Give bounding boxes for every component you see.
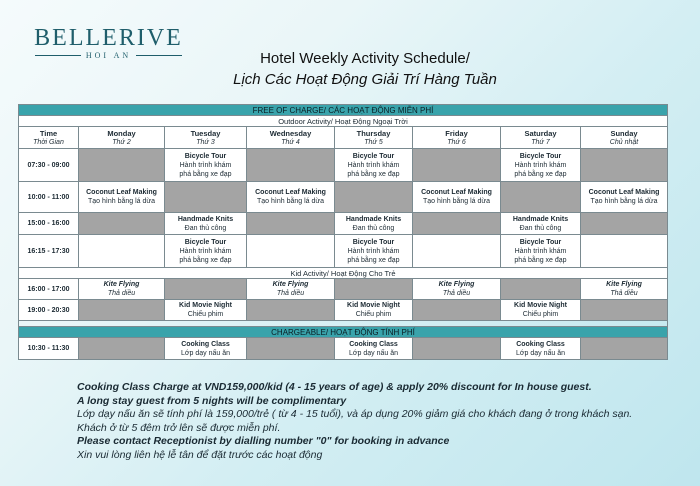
activity-vi: Chiếu phim [187,311,224,318]
activity-vi: Thả diều [107,290,136,297]
day-header-wednesday [247,127,335,149]
activity-en: Kite Flying [606,281,642,288]
schedule-row [19,338,668,360]
day-vi: Thứ 4 [281,138,300,146]
activity-vi: Đan thủ công [184,224,227,232]
empty-cell [581,338,668,360]
coconut-leaf-cell [581,182,668,213]
title-english: Hotel Weekly Activity Schedule/ [260,50,470,67]
activity-en: Coconut Leaf Making [588,189,660,196]
activity-vi: Hành trình khám [347,161,400,169]
empty-cell [79,149,165,182]
activity-en: Bicycle Tour [519,238,562,246]
empty-cell [247,213,335,235]
day-vi: Thứ 3 [196,138,215,146]
time-cell: 10:30 - 11:30 [19,338,79,360]
time-cell: 10:00 - 11:00 [19,182,79,213]
activity-en: Cooking Class [516,340,565,348]
free-of-charge-banner: FREE OF CHARGE/ CÁC HOẠT ĐỘNG MIỄN PHÍ [19,105,668,116]
bicycle-tour-cell [501,149,581,182]
activity-vi: Lớp dạy nấu ăn [349,349,398,357]
activity-vi: Thả diều [442,290,471,297]
time-cell: 19:00 - 20:30 [19,300,79,321]
day-header-saturday [501,127,581,149]
kid-movie-night-cell [165,300,247,321]
empty-cell [581,213,668,235]
bicycle-tour-cell [165,149,247,182]
empty-cell [501,182,581,213]
bicycle-tour-cell [335,149,413,182]
cooking-class-cell [165,338,247,360]
day-en: Wednesday [269,128,312,138]
day-header-tuesday [165,127,247,149]
activity-vi: Chiếu phim [355,311,392,318]
blank-cell [79,235,165,268]
bicycle-tour-cell [335,235,413,268]
coconut-leaf-cell [247,182,335,213]
blank-cell [413,235,501,268]
empty-cell [413,338,501,360]
chargeable-band-row [19,327,668,338]
activity-vi: Hành trình khám [347,247,400,255]
empty-cell [165,182,247,213]
day-en: Friday [445,128,468,138]
day-en: Sunday [610,128,638,138]
day-header-monday [79,127,165,149]
bellerive-logo [30,26,187,60]
outdoor-activity-label: Outdoor Activity/ Hoạt Động Ngoại Trời [19,116,668,127]
time-cell: 15:00 - 16:00 [19,213,79,235]
activity-en: Kid Movie Night [514,302,567,309]
activity-en: Kid Movie Night [179,302,232,309]
booking-note-vi: Xin vui lòng liên hệ lễ tân để đặt trước các hoạt động [77,448,323,461]
empty-cell [247,338,335,360]
activity-vi: Lớp dạy nấu ăn [181,349,230,357]
day-vi: Thứ 6 [447,138,466,146]
activity-en: Bicycle Tour [352,238,395,246]
empty-cell [247,300,335,321]
kite-flying-cell [413,279,501,300]
activity-en: Coconut Leaf Making [86,189,157,196]
kite-flying-cell [79,279,165,300]
cooking-charge-note-vi: Lớp dạy nấu ăn sẽ tính phí là 159,000/trẻ ( từ 4 - 15 tuổi), và áp dụng 20% giảm giá cho khách đang ở trong khách sạn. [77,408,633,420]
activity-vi: phá bằng xe đạp [179,256,232,264]
day-en: Monday [107,128,136,138]
title-vietnamese: Lịch Các Hoạt Động Giải Trí Hàng Tuần [233,71,497,88]
logo-sub [30,51,187,60]
kid-movie-night-cell [501,300,581,321]
day-en: Tuesday [190,128,221,138]
time-cell: 16:00 - 17:00 [19,279,79,300]
coconut-leaf-cell [413,182,501,213]
cooking-class-cell [335,338,413,360]
activity-vi: Hành trình khám [179,247,232,255]
day-header-row [19,127,668,149]
coconut-leaf-cell [79,182,165,213]
activity-vi: phá bằng xe đạp [514,170,567,178]
handmade-knits-cell [165,213,247,235]
booking-note: Please contact Receptionist by dialling number "0" for booking in advance [77,435,450,447]
time-header-vi: Thời Gian [33,138,64,146]
activity-vi: Tạo hình bằng lá dừa [257,198,324,205]
kid-activity-label: Kid Activity/ Hoạt Động Cho Trẻ [19,268,668,279]
activity-vi: Tạo hình bằng lá dừa [590,198,658,205]
cooking-class-cell [501,338,581,360]
long-stay-note: A long stay guest from 5 nights will be complimentary [77,394,347,407]
activity-en: Coconut Leaf Making [255,189,326,196]
schedule-table [18,104,668,360]
activity-en: Bicycle Tour [352,152,395,160]
activity-vi: phá bằng xe đạp [347,170,400,178]
empty-cell [581,149,668,182]
time-cell: 16:15 - 17:30 [19,235,79,268]
activity-en: Handmade Knits [345,215,402,223]
schedule-row [19,235,668,268]
activity-vi: phá bằng xe đạp [514,256,567,264]
activity-vi: Thả diều [276,290,305,297]
day-vi: Thứ 2 [112,138,131,146]
activity-en: Kite Flying [103,281,140,288]
empty-cell [413,300,501,321]
blank-cell [581,235,668,268]
schedule-row [19,300,668,321]
bicycle-tour-cell [501,235,581,268]
activity-vi: Hành trình khám [514,247,567,255]
activity-en: Kite Flying [438,281,475,288]
bicycle-tour-cell [165,235,247,268]
activity-en: Kite Flying [272,281,309,288]
activity-vi: Hành trình khám [514,161,567,169]
schedule-row [19,182,668,213]
activity-en: Bicycle Tour [184,152,227,160]
day-vi: Chủ nhật [609,138,639,146]
activity-vi: phá bằng xe đạp [179,170,232,178]
kite-flying-cell [581,279,668,300]
empty-cell [581,300,668,321]
kid-row [19,268,668,279]
outdoor-row [19,116,668,127]
page-title [165,48,565,90]
empty-cell [247,149,335,182]
day-header-sunday [581,127,668,149]
activity-vi: Hành trình khám [179,161,232,169]
schedule-row [19,213,668,235]
handmade-knits-cell [501,213,581,235]
blank-cell [247,235,335,268]
activity-en: Kid Movie Night [347,302,400,309]
activity-en: Bicycle Tour [519,152,562,160]
empty-cell [501,279,581,300]
empty-cell [335,279,413,300]
empty-cell [335,182,413,213]
handmade-knits-cell [335,213,413,235]
activity-en: Cooking Class [181,340,230,348]
chargeable-banner: CHARGEABLE/ HOẠT ĐỘNG TÍNH PHÍ [19,327,668,338]
footer-notes [77,381,677,462]
activity-vi: Tạo hình bằng lá dừa [423,198,490,205]
activity-en: Bicycle Tour [184,238,227,246]
empty-cell [79,300,165,321]
time-cell: 07:30 - 09:00 [19,149,79,182]
schedule-row [19,149,668,182]
empty-cell [165,279,247,300]
activity-vi: Lớp dạy nấu ăn [516,349,565,357]
day-header-friday [413,127,501,149]
kid-movie-night-cell [335,300,413,321]
day-vi: Thứ 7 [531,138,550,146]
activity-vi: Đan thủ công [352,224,395,232]
activity-en: Coconut Leaf Making [421,189,492,196]
activity-en: Handmade Knits [512,215,569,223]
activity-vi: Tạo hình bằng lá dừa [88,198,155,205]
activity-vi: Chiếu phim [522,311,559,318]
activity-vi: phá bằng xe đạp [347,256,400,264]
time-header [19,127,79,149]
activity-vi: Đan thủ công [519,224,562,232]
day-en: Thursday [356,128,391,138]
cooking-charge-note: Cooking Class Charge at VND159,000/kid (4 - 15 years of age) & apply 20% discount for In house guest. [77,381,592,393]
logo-location: HOI AN [85,51,132,60]
empty-cell [79,213,165,235]
logo-rule-left [35,55,81,56]
day-header-thursday [335,127,413,149]
activity-en: Cooking Class [349,340,398,348]
activity-vi: Thả diều [610,290,638,297]
empty-cell [413,149,501,182]
time-header-en: Time [39,128,58,138]
long-stay-note-vi: Khách ở từ 5 đêm trở lên sẽ được miễn phí. [77,421,281,434]
empty-cell [79,338,165,360]
day-vi: Thứ 5 [364,138,383,146]
day-en: Saturday [524,128,557,138]
schedule-row [19,279,668,300]
activity-en: Handmade Knits [177,215,234,223]
logo-name: BELLERIVE [34,25,183,51]
empty-cell [413,213,501,235]
free-band-row [19,105,668,116]
kite-flying-cell [247,279,335,300]
